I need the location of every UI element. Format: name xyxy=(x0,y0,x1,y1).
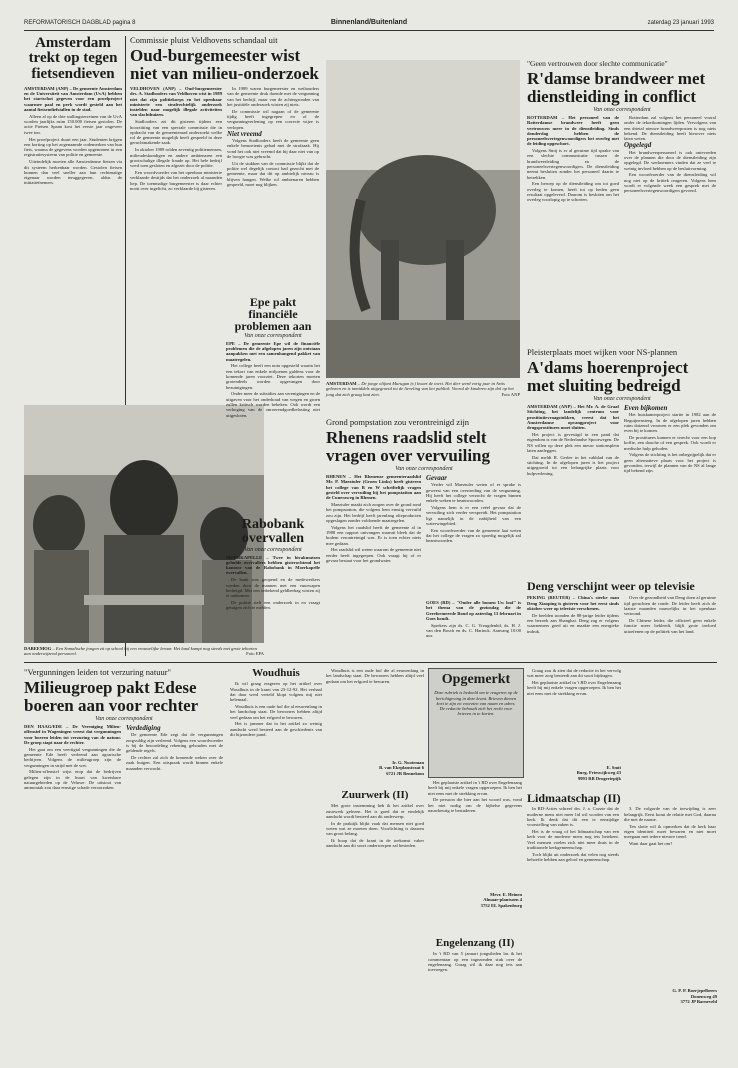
article-body-right: Rotterdam zal volgens het personeel vooral onder de tekortkomingen lijden. Vervolgens van een drietal nieuwe brandweerposten is nog niets bekend. De dienstleiding heeft hierover niets laten weten. Opgelegd Het brandweerpersoneel is ook ontevreden over de plannen die door de dienstleiding zijn opgelegd. De werknemers vinden dat ze veel te weinig invloed hebben op de besluitvorming. Een woordvoerder van de dienstleiding wil nog niet op de kritiek reageren. Volgens hem wordt er volgende week een gesprek met de personeelsvertegenwoordigers gevoerd. xyxy=(624,114,716,194)
letter-signature: Ir. G. Nooteman B. van Ekeplanstraat 6 6721 JB Bennekom xyxy=(379,760,424,776)
article-byline: Van onze correspondent xyxy=(95,716,153,722)
article-body-left: PEKING (REUTER) – China's sterke man Deng Xiaoping is gisteren voor het eerst sinds oktober weer op televisie verschenen. De beelden toonden de 88-jarige leider tijdens een bezoek aan Shanghai. Deng zag er volgens waarnemers goed uit en maakte een energieke indruk. xyxy=(527,595,619,634)
article-body-left: VELDHOVEN (ANP) – Oud-burgemeester drs. A. Stadlooders van Veldhoven wist in 1989 niet dat zijn politiekorps en het openbaar ministerie een strafrechtelijk onderzoek instelden naar mogelijk illegale activiteiten van slachthuizen. Stadlooders zei dit gisteren tijdens een hoorzitting van een speciale commissie die in opdracht van de gemeenteraad onderzoekt welke rol de gemeente mogelijk heeft gespeeld in deze geruchtmakende zaak. In oktober 1989 rolden zeventig politiemensen, milieudeskundigen en andere ambtenaren een grootschalige illegale fraude op. Het hele bedrijf werd toen gesloten en afgezet door de politie. Een woordvoerder van het openbaar ministerie verklaarde destijds dat het onderzoek al maanden liep. De toenmalige burgemeester is daar echter nooit over ingelicht, zo verklaarde hij gisteren. xyxy=(130,86,222,191)
letter-body: Woudhuis is een oude hof die al eeuwenlang in het landschap staat. De bewoners hebben altijd veel gedaan om het erfgoed te bewaren. xyxy=(326,668,424,684)
letter-body: In 't RD van 5 januari jongstleden las ik het commentaar op een ingezonden stuk over de engelenzang. Graag wil ik daar nog iets aan toevoegen. xyxy=(428,951,522,973)
article-title: A'dams hoerenproject met sluiting bedreigd xyxy=(527,358,689,395)
letter-body: Met grote instemming heb ik het artikel over zuurwerk gelezen. Het is goed dat er eindelijk aandacht wordt besteed aan dit onderwerp. In de praktijk blijkt vaak dat mensen niet goed weten wat ze moeten doen. Voorlichting is daarom van groot belang. Ik hoop dat de krant in de toekomst vaker aandacht aan dit soort onderwerpen zal besteden. xyxy=(326,803,424,849)
article-title: R'damse brandweer met dienstleiding in conflict xyxy=(527,69,706,106)
article-byline: Van onze correspondent xyxy=(244,332,302,339)
letter-lidmaatschap xyxy=(527,792,717,1004)
letter-signature: Mevr. E. Heinen Almaar-plantsoen 4 3752 EL Spakenburg xyxy=(480,892,522,908)
article-title: Amsterdam trekt op tegen fietsendieven xyxy=(28,35,118,82)
photo-elephant xyxy=(326,60,520,378)
article-oud-burgemeester xyxy=(130,36,320,286)
article-title: Rhenens raadslid stelt vragen over vervuiling xyxy=(326,428,490,465)
article-title: Milieugroep pakt Edese boeren aan voor rechter xyxy=(24,678,199,715)
letter-title: Lidmaatschap (II) xyxy=(527,791,621,805)
opgemerkt-box xyxy=(428,668,524,778)
article-milieugroep xyxy=(24,668,224,994)
letter-engelenzang xyxy=(428,938,522,991)
article-kicker: Commissie pluist Veldhovens schandaal uit xyxy=(130,35,278,45)
article-brandweer xyxy=(527,60,717,325)
article-hoerenproject xyxy=(527,348,717,574)
article-amsterdam-fietsen xyxy=(24,36,122,396)
caption-label: AMSTERDAM xyxy=(326,381,357,386)
article-body-right: Even bijkomen Het huiskamerproject startte in 1982 aan de Beguijnensteeg. In de afgelopen jaren hebben ruim duizend vrouwen er een plek gevonden om even bij te komen. De prostituees kunnen er terecht voor een kop koffie, een douche of een gesprek. Ook wordt er medische hulp geboden. Volgens de stichting is het onbegrijpelijk dat er geen alternatieve plaats voor het project is gevonden, terwijl de plannen van de NS al lange tijd bekend zijn. xyxy=(624,404,716,474)
section-title: Binnenland/Buitenland xyxy=(330,19,408,26)
article-goes: GOES (RD) – "Onder alle bomen Uw loof" is het thema van de gezinsdag die de Gereformeerde Bond op zaterdag 13 februari in Goes houdt. Sprekers zijn ds. C. G. Vreugdenhil, ds. H. J. van den Bosch en ds. C. Harinck. Aanvang 10.00 uur. xyxy=(426,600,521,639)
letter-body: Ik wil graag reageren op het artikel over Woudhuis in de krant van 23-12-92. Het verhaal dat daar werd verteld klopt volgens mij niet helemaal. Woudhuis is een oude hof die al eeuwenlang in het landschap staat. De bewoners hebben altijd veel gedaan om het erfgoed te bewaren. Het is jammer dat in het artikel zo weinig aandacht werd besteed aan de geschiedenis van dit bijzondere pand. xyxy=(230,681,322,737)
paper-name: REFORMATORISCH DAGBLAD pagina 8 xyxy=(24,20,136,26)
article-kicker: "Geen vertrouwen door slechte communicatie" xyxy=(527,59,668,68)
article-body: EPE – De gemeente Epe wil de financiële problemen die de afgelopen jaren zijn ontstaan aanpakken met een samenhangend pakket van maatregelen. Het college heeft een nota opgesteld waarin het een tekort van enkele miljoenen guldens voor de komende jaren voorziet. Deze tekorten moeten grotendeels worden opgevangen door bezuinigingen. Onder meer de subsidies aan verenigingen en de uitgaven voor het onderhoud van wegen en groen zullen kritisch worden bekeken. Ook wordt een verhoging van de onroerendgoedbelasting niet uitgesloten. xyxy=(226,340,320,418)
article-title: Deng verschijnt weer op televisie xyxy=(527,579,695,593)
letter-title: Engelenzang (II) xyxy=(435,937,515,949)
article-title: Epe pakt financiële problemen aan xyxy=(234,295,312,334)
photo-credit: Foto ANP xyxy=(501,391,520,397)
subhead: Niet vreemd xyxy=(227,129,262,138)
letter-woudhuis xyxy=(230,668,322,791)
subhead: Verdediging xyxy=(126,724,161,732)
photo-school-caption: DABEEMOG – Een Somalische jongen zit op school bij een vrouwelijke leraar. Het land kampt nog steeds met grote tekorten aan onderwijzend personeel. Foto EPA xyxy=(24,646,264,657)
article-kicker: Grond pompstation zou verontreinigd zijn xyxy=(326,417,470,427)
article-title: Rabobank overvallen xyxy=(241,517,305,547)
letter-spakenburg xyxy=(428,780,522,908)
subhead: Opgelegd xyxy=(624,141,652,150)
letter-title: Woudhuis xyxy=(252,667,300,679)
elephant-illustration xyxy=(326,60,520,378)
article-body-right: Over de gezondheid van Deng doen al geruime tijd geruchten de ronde. De leider heeft zich de laatste maanden nauwelijks in het openbaar vertoond. De Chinese leider, die officieel geen enkele functie meer bekleedt, blijft grote invloed uitoefenen op de politiek van het land. xyxy=(624,595,716,634)
letter-body: Het geplaatste artikel in 't RD over Engelenzang heeft bij mij enkele vragen opgeroepen. Ik ben het niet eens met de strekking ervan. De persoon die hier aan het woord was, vond het niet nodig om de bijbelse gegevens nauwkeurig te bestuderen. xyxy=(428,780,522,813)
issue-date: zaterdag 23 januari 1993 xyxy=(647,20,714,26)
article-body-right: In 1989 waren burgemeester en wethouders van de gemeente druk doende met de vergunning van het bedrijf, maar van de achtergronden van het justitiële onderzoek wisten zij niets. De commissie wil nagaan of de gemeente tijdig heeft ingegrepen en of de vergunningverlening op een correcte wijze is verlopen. Niet vreemd Volgens Stadlooders heeft de gemeente geen enkele bemoeienis gehad met de strafzaak. Hij vond het ook niet vreemd dat hij daar niet van op de hoogte was gebracht. Uit de stukken van de commissie blijkt dat de politie wel degelijk contact had gezocht met de gemeente, maar dat dit op ambtelijk niveau is blijven hangen. Welke rol ambtenaren hebben gespeeld, moet nog blijken. xyxy=(227,86,319,188)
article-byline: Van onze correspondent xyxy=(244,546,302,553)
photo-elephant-caption: AMSTERDAM – De jonge olifant Murugan (r.) kwart de toert. Het dier werd vorig jaar in Artis geboren en is inmiddels uitgegroeid tot de lieveling van het publiek. Vooral de kinderen zijn dol op het jong dat zich graag laat zien. Foto ANP xyxy=(326,381,520,397)
article-byline: Van onze correspondent xyxy=(395,466,453,472)
article-body: MOERKAPELLE – Twee in bivakmutsen gehulde overvallers hebben gisterochtend het kantoor van de Rabobank in Moerkapelle overvallen. De bank was geopend en de medewerkers werden door de mannen met een vuurwapen bedreigd. Met een onbekend geldbedrag wisten zij te ontkomen. De politie stelt een onderzoek in en vraagt getuigen zich te melden. xyxy=(226,554,320,611)
article-byline: Van onze correspondent xyxy=(593,396,651,402)
letter-body-right: 3. De volgorde van de toewijding is zeer belangrijk. Eerst komt de relatie met God, daarna die met de naaste. Ten slotte wil ik opmerken dat de kerk haar eigen identiteit moet bewaren en niet moet meegaan met iedere nieuwe trend. Want daar gaat het om? xyxy=(624,806,716,847)
letter-drogeriepijk xyxy=(527,668,621,781)
letter-signature: G. P. P. Boerjepelbeers Donenweg 49 3772 JP Barneveld xyxy=(672,988,717,1004)
section-divider xyxy=(24,662,717,663)
article-kicker: Pleisterplaats moet wijken voor NS-plannen xyxy=(527,347,678,357)
photo-credit: Foto EPA xyxy=(246,651,264,657)
article-body-left: AMSTERDAM (ANP) – Het Mr. A. de Graaf Stichting, het landelijk centrum voor prostitutievraagstukken, vreest dat het Amsterdamse opvangproject voor drugsprostituees moet sluiten. Het project is gevestigd in een pand dat eigendom is van de Nederlandse Spoorwegen. De NS willen op deze plek een nieuw stationsplein laten aanleggen. Dat meldt R. Gerlee in het vakblad van de stichting. In de afgelopen jaren is het project uitgegroeid tot een belangrijke plaats voor hulpverlening. xyxy=(527,404,619,476)
article-title: Oud-burgemeester wist niet van milieu-onderzoek xyxy=(130,46,319,83)
article-body-left: DEN HAAG/EDE – De Vereniging Milieu-offensief in Wageningen vreest dat vergunningen voor boeren leiden tot verzuring van de natuur. De groep stapt naar de rechter. Het gaat om een veertigtal vergunningen die de gemeente Ede heeft verleend aan agrarische bedrijven. Volgens de milieugroep zijn de vergunningen in strijd met de wet. Milieu-offensief wijst erop dat de bedrijven gelegen zijn in de buurt van kwetsbare natuurgebieden op de Veluwe. De uitstoot van ammoniak zou daar ernstige schade veroorzaken. xyxy=(24,724,121,791)
box-text: Deze rubriek is bedoeld om te reageren op de berichtgeving in deze krant. Brieven dienen kort te zijn en voorzien van naam en adres. De redactie behoudt zich het recht voor brieven in te korten. xyxy=(434,690,518,717)
article-deng-televisie xyxy=(527,580,717,657)
subhead: Gevaar xyxy=(426,474,447,482)
letter-mid-column xyxy=(326,668,424,776)
article-kicker: "Vergunningen leiden tot verzuring natuur" xyxy=(24,667,171,677)
letter-body: Graag zou ik zien dat de redactie in het vervolg wat meer zorg besteedt aan dit soort bijdragen. Het geplaatste artikel in 't RD over Engelenzang heeft bij mij enkele vragen opgeroepen. Ik ben het niet eens met de strekking ervan. xyxy=(527,668,621,696)
article-rabobank xyxy=(226,518,320,647)
letter-signature: E. Smit Burg. Frieswijkweg 43 9993 RB Drogeriepijk xyxy=(576,765,621,781)
article-body-right: Gevaar Verder wil Maeztuler weten of er sprake is geweest van een overtreding van de vergunning. Hij heeft het college verzocht de vragen binnen enkele weken te beantwoorden. Volgens hem is er een reëel gevaar dat de vervuiling zich verder verspreidt. Het pompstation ligt namelijk in de nabijheid van een waterwingebied. Een woordvoerder van de gemeente laat weten dat het college de vragen zo spoedig mogelijk zal beantwoorden. xyxy=(426,474,521,544)
page-header xyxy=(24,18,714,31)
article-byline: Van onze correspondent xyxy=(593,106,651,113)
subhead: Even bijkomen xyxy=(624,404,668,412)
article-body-left: ROTTERDAM – Het personeel van de Rotterdamse brandweer heeft geen vertrouwen meer in de dienstleiding. Sinds donderdag hebben de personeelsvertegenwoordigers het overleg met de leiding opgeschort. Volgens Smij is er al geruime tijd sprake van een slechte communicatie tussen de brandweerleiding en de personeelsvertegenwoordigers. De dienstleiding neemt besluiten zonder het personeel daarin te betrekken. Een beroep op de dienstleiding om tot goed overleg te komen, heeft tot op heden geen resultaat opgeleverd. Daarom is besloten om het overleg voorlopig op te schorten. xyxy=(527,114,619,203)
caption-label: DABEEMOG xyxy=(24,646,52,651)
article-body-right: Verdediging De gemeente Ede zegt dat de vergunningen zorgvuldig zijn verleend. Volgens een woordvoerder is bij de beoordeling rekening gehouden met de geldende regels. De rechter zal zich de komende weken over de zaak buigen. Een uitspraak wordt binnen enkele maanden verwacht. xyxy=(126,724,223,771)
letter-title: Zuurwerk (II) xyxy=(341,789,409,801)
letter-zuurwerk xyxy=(326,790,424,903)
letter-body-left: In RD-Acties schreef drs. J. a. Cozzie dat de moderne mens niet meer lid wil worden van een kerk. Ik denk dat dit een te eenzijdige voorstelling van zaken is. Het is de vraag of het lidmaatschap van een kerk voor de moderne mens nog iets betekent. Veel mensen voelen zich niet meer thuis in de traditionele kerkgemeenschap. Toch blijkt uit onderzoek dat velen nog steeds behoefte hebben aan geloof en gemeenschap. xyxy=(527,806,619,862)
article-body: AMSTERDAM (ANP) – De gemeente Amsterdam en de Universiteit van Amsterdam (UvA) hebben het startschot gegeven voor een proefproject waarmee paal en perk wordt gesteld aan het aantal fietsendiefstallen in de stad. Alleen al op de drie stallingsterreinen van de UvA worden jaarlijks ruim 150.000 fietsen gestolen. De actie Fietsen Spaan kost het eerste jaar ongeveer twee ton. Het proefproject duurt een jaar. Studenten krijgen een korting op het zogenaamde codemerken van hun fiets, waarna de gegevens worden opgenomen in een registratiesysteem van politie en gemeente. Uiteindelijk moeten alle Amsterdamse fietsen via dit systeem herkenbaar worden. Gestolen fietsen kunnen dan veel sneller aan hun rechtmatige eigenaar worden teruggegeven, aldus de initiatiefnemers. xyxy=(24,85,122,186)
article-body-left: RHENEN – Het Rhenense gemeenteraadslid Mr. P. Maeztuler (Groen Links) heeft gisteren het college van B en W schriftelijk vragen gesteld over vervuiling bij het pompstation aan de Cuneraweg in Rhenen. Maeztuler maakt zich zorgen over de grond rond het pompstation, die volgens hem ernstig vervuild zou zijn. Het bedrijf heeft jarenlang olieproducten opgeslagen zonder voldoende maatregelen. Volgens het raadslid heeft de gemeente al in 1988 een rapport ontvangen waaruit bleek dat de bodem verontreinigd was. Er is toen echter niets mee gedaan. Het raadslid wil weten waarom de gemeente niet eerder heeft ingegrepen. Ook vraagt hij of er gevaar bestaat voor het grondwater. xyxy=(326,474,421,563)
article-epe xyxy=(226,296,320,441)
box-title: Opgemerkt xyxy=(441,672,511,687)
